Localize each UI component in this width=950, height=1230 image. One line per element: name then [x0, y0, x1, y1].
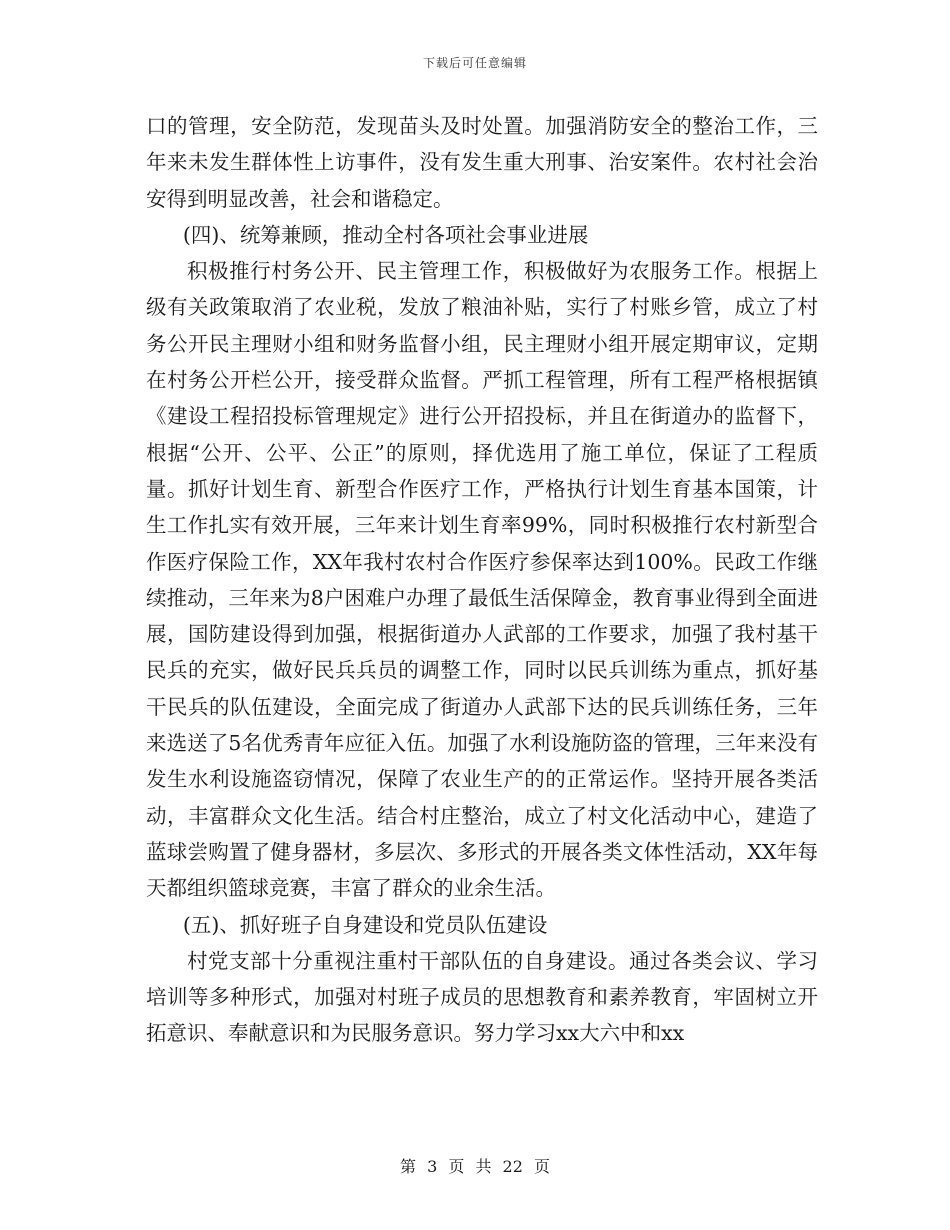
section-heading-4: (四)、统筹兼顾，推动全村各项社会事业进展 [182, 222, 589, 247]
header-note: 下载后可任意编辑 [422, 56, 527, 70]
page-number: 第 3 页 共 22 页 [400, 1157, 550, 1176]
paragraph-public-security: 口的管理，安全防范，发现苗头及时处置。加强消防安全的整治工作，三年来未发生群体性上访事件，没有发生重大刑事、治安案件。农村社会治安得到明显改善，社会和谐稳定。 [146, 114, 818, 211]
document-body [146, 108, 818, 1052]
paragraph-team-building: 村党支部十分重视注重村干部队伍的自身建设。通过各类会议、学习培训等多种形式，加强对村班子成员的思想教育和素养教育，牢固树立开拓意识、奉献意识和为民服务意识。努力学习xx大六中和xx [146, 948, 818, 1046]
section-heading-5: (五)、抓好班子自身建设和党员队伍建设 [182, 912, 548, 937]
paragraph-social-affairs: 积极推行村务公开、民主管理工作，积极做好为农服务工作。根据上级有关政策取消了农业税，发放了粮油补贴，实行了村账乡管，成立了村务公开民主理财小组和财务监督小组，民主理财小组开展定期审议，定期在村务公开栏公开，接受群众监督。严抓工程管理，所有工程严格根据镇《建设工程招投标管理规定》进行公开招投标，并且在街道办的监督下，根据“公开、公平、公正”的原则，择优选用了施工单位，保证了工程质量。抓好计划生育、新型合作医疗工作，严格执行计划生育基本国策，计生工作扎实有效开展，三年来计划生育率99%，同时积极推行农村新型合作医疗保险工作，XX年我村农村合作医疗参保率达到100%。民政工作继续推动，三年来为8户困难户办理了最低生活保障金，教育事业得到全面进展，国防建设得到加强，根据街道办人武部的工作要求，加强了我村基干民兵的充实，做好民兵兵员的调整工作，同时以民兵训练为重点，抓好基干民兵的队伍建设，全面完成了街道办人武部下达的民兵训练任务，三年来选送了5名优秀青年应征入伍。加强了水利设施防盗的管理，三年来没有发生水利设施盗窃情况，保障了农业生产的的正常运作。坚持开展各类活动，丰富群众文化生活。结合村庄整治，成立了村文化活动中心，建造了蓝球尝购置了健身器材，多层次、多形式的开展各类文体性活动，XX年每天都组织篮球竞赛，丰富了群众的业余生活。 [146, 259, 818, 901]
